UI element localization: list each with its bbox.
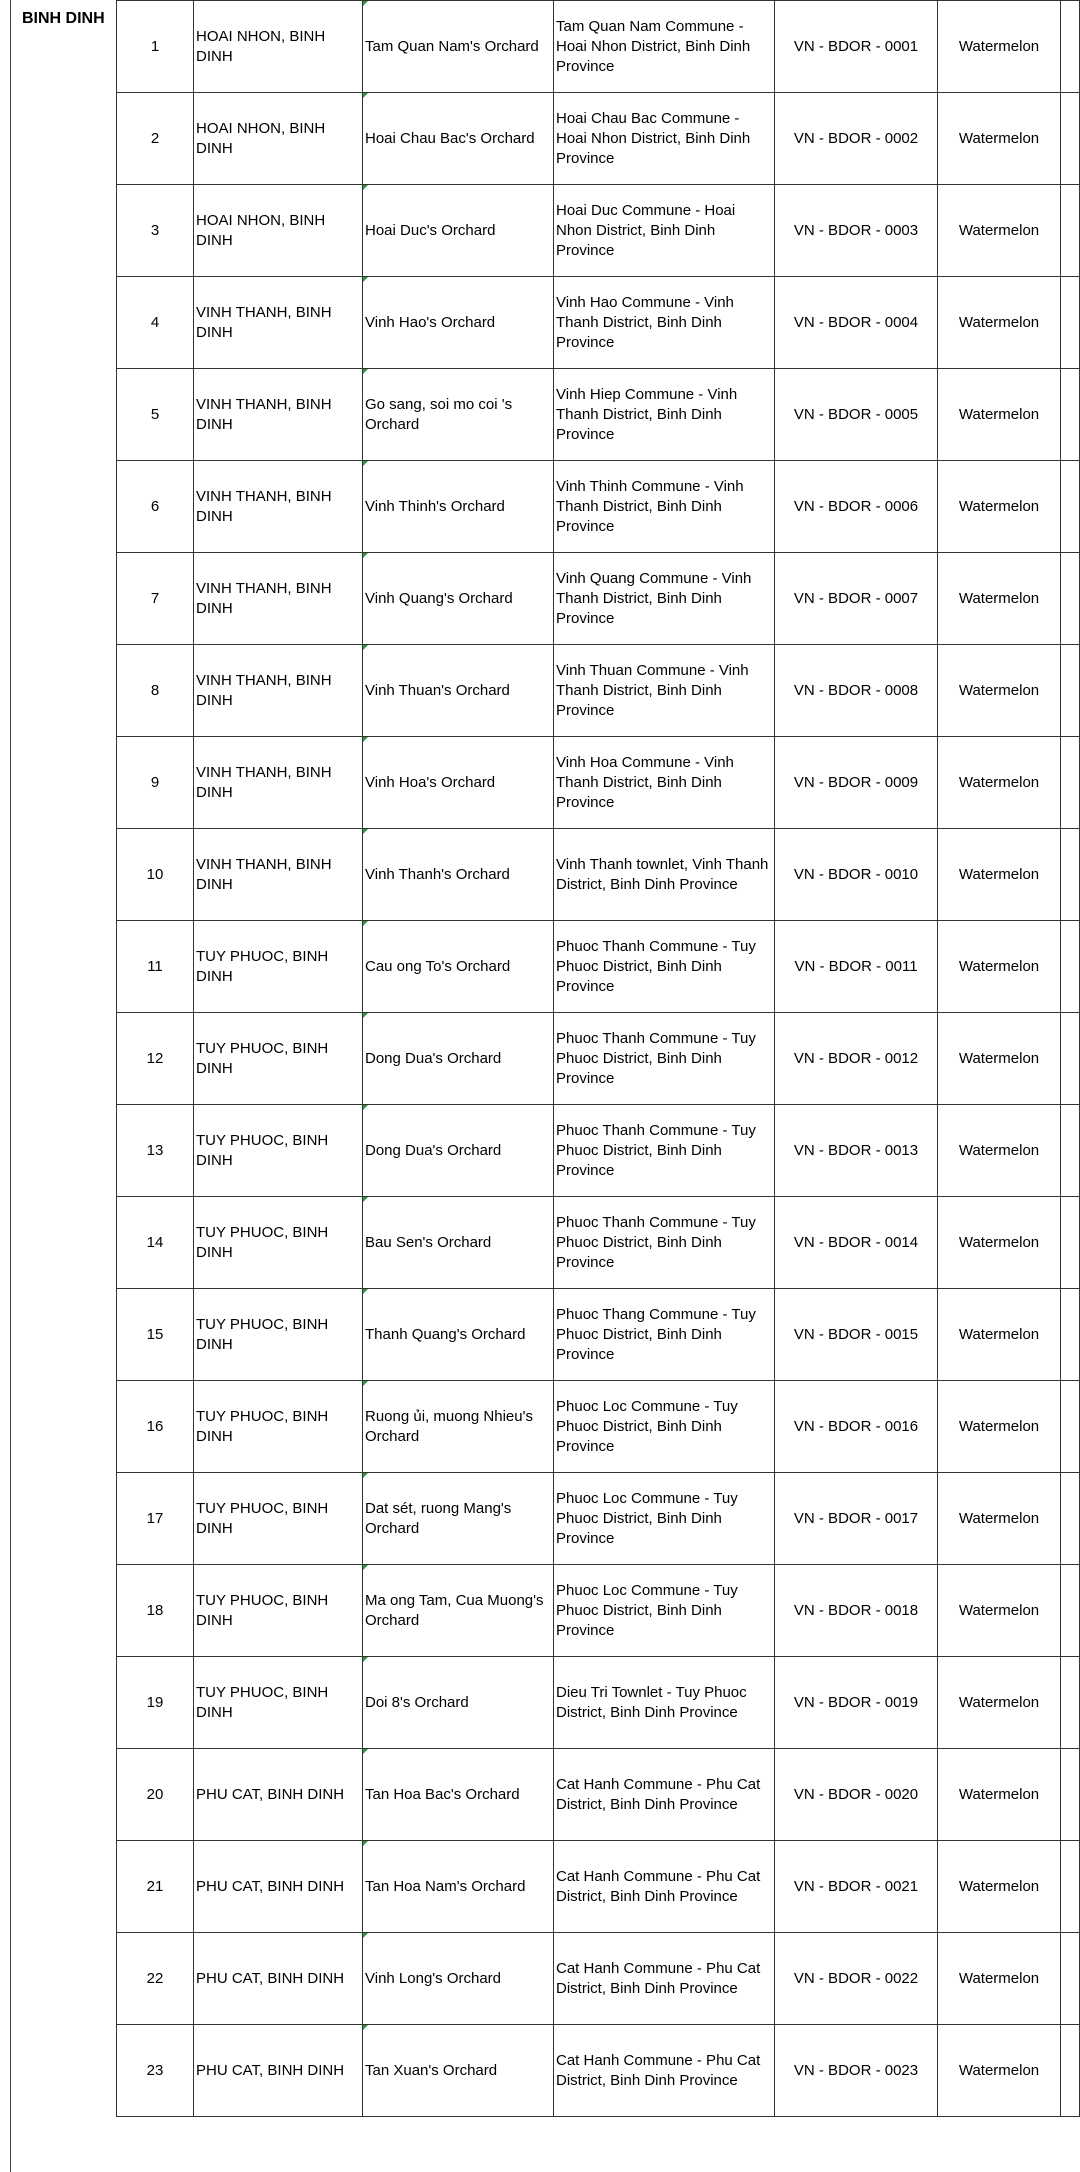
cell-crop[interactable]: Watermelon	[938, 737, 1061, 829]
cell-orchard-name[interactable]: Vinh Thanh's Orchard	[363, 829, 554, 921]
cell-edge[interactable]	[1061, 1, 1080, 93]
cell-address[interactable]: Cat Hanh Commune - Phu Cat District, Binh Dinh Province	[554, 1749, 775, 1841]
cell-orchard-name[interactable]: Ma ong Tam, Cua Muong's Orchard	[363, 1565, 554, 1657]
cell-crop[interactable]: Watermelon	[938, 829, 1061, 921]
cell-address[interactable]: Vinh Hoa Commune - Vinh Thanh District, Binh Dinh Province	[554, 737, 775, 829]
cell-code[interactable]: VN - BDOR - 0022	[775, 1933, 938, 2025]
cell-number[interactable]: 6	[117, 461, 194, 553]
table-row	[117, 1473, 1080, 1565]
cell-orchard-name[interactable]: Tan Hoa Bac's Orchard	[363, 1749, 554, 1841]
cell-orchard-name[interactable]: Vinh Thuan's Orchard	[363, 645, 554, 737]
table-row	[117, 93, 1080, 185]
cell-number[interactable]: 16	[117, 1381, 194, 1473]
cell-edge[interactable]	[1061, 185, 1080, 277]
cell-code[interactable]: VN - BDOR - 0012	[775, 1013, 938, 1105]
cell-district[interactable]: VINH THANH, BINH DINH	[194, 553, 363, 645]
cell-address[interactable]: Tam Quan Nam Commune - Hoai Nhon District, Binh Dinh Province	[554, 1, 775, 93]
cell-district[interactable]: TUY PHUOC, BINH DINH	[194, 1289, 363, 1381]
orchard-table	[116, 0, 1080, 2117]
cell-orchard-name[interactable]: Dong Dua's Orchard	[363, 1013, 554, 1105]
cell-address[interactable]: Vinh Thinh Commune - Vinh Thanh District, Binh Dinh Province	[554, 461, 775, 553]
cell-district[interactable]: TUY PHUOC, BINH DINH	[194, 1565, 363, 1657]
cell-crop[interactable]: Watermelon	[938, 93, 1061, 185]
cell-number[interactable]: 8	[117, 645, 194, 737]
cell-orchard-name[interactable]: Tan Xuan's Orchard	[363, 2025, 554, 2117]
cell-number[interactable]: 5	[117, 369, 194, 461]
cell-address[interactable]: Phuoc Thanh Commune - Tuy Phuoc District, Binh Dinh Province	[554, 921, 775, 1013]
cell-address[interactable]: Dieu Tri Townlet - Tuy Phuoc District, Binh Dinh Province	[554, 1657, 775, 1749]
cell-crop[interactable]: Watermelon	[938, 1197, 1061, 1289]
province-column-border	[10, 0, 11, 2172]
cell-code[interactable]: VN - BDOR - 0019	[775, 1657, 938, 1749]
cell-district[interactable]: TUY PHUOC, BINH DINH	[194, 1197, 363, 1289]
table-row	[117, 1565, 1080, 1657]
cell-address[interactable]: Hoai Chau Bac Commune - Hoai Nhon District, Binh Dinh Province	[554, 93, 775, 185]
cell-code[interactable]: VN - BDOR - 0021	[775, 1841, 938, 1933]
cell-crop[interactable]: Watermelon	[938, 1289, 1061, 1381]
cell-district[interactable]: VINH THANH, BINH DINH	[194, 369, 363, 461]
cell-code[interactable]: VN - BDOR - 0014	[775, 1197, 938, 1289]
cell-edge[interactable]	[1061, 1749, 1080, 1841]
cell-number[interactable]: 17	[117, 1473, 194, 1565]
table-row	[117, 1197, 1080, 1289]
cell-district[interactable]: PHU CAT, BINH DINH	[194, 2025, 363, 2117]
cell-orchard-name[interactable]: Bau Sen's Orchard	[363, 1197, 554, 1289]
cell-code[interactable]: VN - BDOR - 0003	[775, 185, 938, 277]
cell-address[interactable]: Cat Hanh Commune - Phu Cat District, Binh Dinh Province	[554, 2025, 775, 2117]
cell-address[interactable]: Phuoc Thanh Commune - Tuy Phuoc District, Binh Dinh Province	[554, 1197, 775, 1289]
table-row	[117, 2025, 1080, 2117]
cell-crop[interactable]: Watermelon	[938, 1381, 1061, 1473]
cell-address[interactable]: Vinh Quang Commune - Vinh Thanh District, Binh Dinh Province	[554, 553, 775, 645]
cell-code[interactable]: VN - BDOR - 0010	[775, 829, 938, 921]
cell-address[interactable]: Phuoc Thang Commune - Tuy Phuoc District, Binh Dinh Province	[554, 1289, 775, 1381]
cell-number[interactable]: 14	[117, 1197, 194, 1289]
cell-crop[interactable]: Watermelon	[938, 277, 1061, 369]
cell-number[interactable]: 23	[117, 2025, 194, 2117]
cell-district[interactable]: TUY PHUOC, BINH DINH	[194, 1657, 363, 1749]
cell-code[interactable]: VN - BDOR - 0008	[775, 645, 938, 737]
cell-number[interactable]: 10	[117, 829, 194, 921]
cell-address[interactable]: Phuoc Loc Commune - Tuy Phuoc District, Binh Dinh Province	[554, 1381, 775, 1473]
table-row	[117, 1933, 1080, 2025]
cell-crop[interactable]: Watermelon	[938, 645, 1061, 737]
cell-edge[interactable]	[1061, 461, 1080, 553]
cell-crop[interactable]: Watermelon	[938, 185, 1061, 277]
cell-orchard-name[interactable]: Doi 8's Orchard	[363, 1657, 554, 1749]
cell-orchard-name[interactable]: Ruong ủi, muong Nhieu's Orchard	[363, 1381, 554, 1473]
cell-address[interactable]: Hoai Duc Commune - Hoai Nhon District, Binh Dinh Province	[554, 185, 775, 277]
cell-orchard-name[interactable]: Go sang, soi mo coi 's Orchard	[363, 369, 554, 461]
cell-district[interactable]: HOAI NHON, BINH DINH	[194, 1, 363, 93]
cell-edge[interactable]	[1061, 1197, 1080, 1289]
cell-number[interactable]: 9	[117, 737, 194, 829]
cell-address[interactable]: Phuoc Thanh Commune - Tuy Phuoc District, Binh Dinh Province	[554, 1105, 775, 1197]
cell-number[interactable]: 18	[117, 1565, 194, 1657]
cell-crop[interactable]: Watermelon	[938, 1013, 1061, 1105]
table-row	[117, 1841, 1080, 1933]
cell-address[interactable]: Phuoc Thanh Commune - Tuy Phuoc District, Binh Dinh Province	[554, 1013, 775, 1105]
table-row	[117, 829, 1080, 921]
cell-edge[interactable]	[1061, 277, 1080, 369]
cell-edge[interactable]	[1061, 1289, 1080, 1381]
cell-district[interactable]: PHU CAT, BINH DINH	[194, 1933, 363, 2025]
table-row	[117, 1289, 1080, 1381]
cell-code[interactable]: VN - BDOR - 0005	[775, 369, 938, 461]
table-row	[117, 1657, 1080, 1749]
cell-orchard-name[interactable]: Hoai Duc's Orchard	[363, 185, 554, 277]
orchard-table-body	[117, 1, 1080, 2117]
cell-edge[interactable]	[1061, 1657, 1080, 1749]
cell-code[interactable]: VN - BDOR - 0020	[775, 1749, 938, 1841]
cell-district[interactable]: TUY PHUOC, BINH DINH	[194, 1013, 363, 1105]
cell-crop[interactable]: Watermelon	[938, 1657, 1061, 1749]
table-row	[117, 1749, 1080, 1841]
cell-number[interactable]: 13	[117, 1105, 194, 1197]
cell-address[interactable]: Vinh Hiep Commune - Vinh Thanh District, Binh Dinh Province	[554, 369, 775, 461]
table-row	[117, 185, 1080, 277]
cell-orchard-name[interactable]: Dat sét, ruong Mang's Orchard	[363, 1473, 554, 1565]
cell-edge[interactable]	[1061, 1013, 1080, 1105]
cell-orchard-name[interactable]: Cau ong To's Orchard	[363, 921, 554, 1013]
cell-address[interactable]: Vinh Thanh townlet, Vinh Thanh District, Binh Dinh Province	[554, 829, 775, 921]
cell-district[interactable]: TUY PHUOC, BINH DINH	[194, 1381, 363, 1473]
cell-edge[interactable]	[1061, 2025, 1080, 2117]
table-row	[117, 1013, 1080, 1105]
table-row	[117, 277, 1080, 369]
cell-crop[interactable]: Watermelon	[938, 1565, 1061, 1657]
cell-edge[interactable]	[1061, 1473, 1080, 1565]
cell-crop[interactable]: Watermelon	[938, 369, 1061, 461]
cell-code[interactable]: VN - BDOR - 0004	[775, 277, 938, 369]
cell-code[interactable]: VN - BDOR - 0023	[775, 2025, 938, 2117]
cell-number[interactable]: 2	[117, 93, 194, 185]
cell-number[interactable]: 21	[117, 1841, 194, 1933]
cell-district[interactable]: TUY PHUOC, BINH DINH	[194, 1105, 363, 1197]
cell-orchard-name[interactable]: Vinh Long's Orchard	[363, 1933, 554, 2025]
cell-crop[interactable]: Watermelon	[938, 1933, 1061, 2025]
cell-number[interactable]: 19	[117, 1657, 194, 1749]
cell-district[interactable]: VINH THANH, BINH DINH	[194, 829, 363, 921]
table-row	[117, 1105, 1080, 1197]
cell-code[interactable]: VN - BDOR - 0015	[775, 1289, 938, 1381]
cell-district[interactable]: TUY PHUOC, BINH DINH	[194, 921, 363, 1013]
cell-edge[interactable]	[1061, 737, 1080, 829]
cell-crop[interactable]: Watermelon	[938, 1105, 1061, 1197]
cell-code[interactable]: VN - BDOR - 0002	[775, 93, 938, 185]
cell-edge[interactable]	[1061, 369, 1080, 461]
cell-address[interactable]: Phuoc Loc Commune - Tuy Phuoc District, Binh Dinh Province	[554, 1473, 775, 1565]
table-row	[117, 461, 1080, 553]
cell-code[interactable]: VN - BDOR - 0018	[775, 1565, 938, 1657]
cell-code[interactable]: VN - BDOR - 0016	[775, 1381, 938, 1473]
cell-orchard-name[interactable]: Tan Hoa Nam's Orchard	[363, 1841, 554, 1933]
cell-number[interactable]: 1	[117, 1, 194, 93]
cell-number[interactable]: 7	[117, 553, 194, 645]
cell-edge[interactable]	[1061, 1381, 1080, 1473]
cell-orchard-name[interactable]: Vinh Hoa's Orchard	[363, 737, 554, 829]
cell-crop[interactable]: Watermelon	[938, 461, 1061, 553]
table-row	[117, 737, 1080, 829]
cell-district[interactable]: TUY PHUOC, BINH DINH	[194, 1473, 363, 1565]
table-row	[117, 1, 1080, 93]
cell-address[interactable]: Vinh Thuan Commune - Vinh Thanh District, Binh Dinh Province	[554, 645, 775, 737]
cell-crop[interactable]: Watermelon	[938, 2025, 1061, 2117]
cell-edge[interactable]	[1061, 645, 1080, 737]
cell-crop[interactable]: Watermelon	[938, 1, 1061, 93]
cell-address[interactable]: Cat Hanh Commune - Phu Cat District, Binh Dinh Province	[554, 1933, 775, 2025]
cell-orchard-name[interactable]: Tam Quan Nam's Orchard	[363, 1, 554, 93]
cell-number[interactable]: 15	[117, 1289, 194, 1381]
cell-number[interactable]: 20	[117, 1749, 194, 1841]
cell-edge[interactable]	[1061, 1565, 1080, 1657]
cell-code[interactable]: VN - BDOR - 0006	[775, 461, 938, 553]
cell-orchard-name[interactable]: Vinh Quang's Orchard	[363, 553, 554, 645]
cell-number[interactable]: 12	[117, 1013, 194, 1105]
cell-district[interactable]: VINH THANH, BINH DINH	[194, 645, 363, 737]
cell-code[interactable]: VN - BDOR - 0007	[775, 553, 938, 645]
cell-crop[interactable]: Watermelon	[938, 921, 1061, 1013]
cell-district[interactable]: HOAI NHON, BINH DINH	[194, 185, 363, 277]
cell-crop[interactable]: Watermelon	[938, 1473, 1061, 1565]
cell-orchard-name[interactable]: Vinh Hao's Orchard	[363, 277, 554, 369]
cell-number[interactable]: 11	[117, 921, 194, 1013]
cell-code[interactable]: VN - BDOR - 0001	[775, 1, 938, 93]
table-row	[117, 1381, 1080, 1473]
cell-edge[interactable]	[1061, 921, 1080, 1013]
cell-number[interactable]: 3	[117, 185, 194, 277]
cell-number[interactable]: 4	[117, 277, 194, 369]
table-row	[117, 645, 1080, 737]
cell-district[interactable]: VINH THANH, BINH DINH	[194, 737, 363, 829]
cell-address[interactable]: Cat Hanh Commune - Phu Cat District, Binh Dinh Province	[554, 1841, 775, 1933]
cell-edge[interactable]	[1061, 553, 1080, 645]
cell-code[interactable]: VN - BDOR - 0017	[775, 1473, 938, 1565]
table-row	[117, 369, 1080, 461]
cell-district[interactable]: VINH THANH, BINH DINH	[194, 461, 363, 553]
cell-edge[interactable]	[1061, 1933, 1080, 2025]
cell-orchard-name[interactable]: Vinh Thinh's Orchard	[363, 461, 554, 553]
cell-district[interactable]: HOAI NHON, BINH DINH	[194, 93, 363, 185]
cell-address[interactable]: Vinh Hao Commune - Vinh Thanh District, Binh Dinh Province	[554, 277, 775, 369]
cell-crop[interactable]: Watermelon	[938, 1841, 1061, 1933]
cell-code[interactable]: VN - BDOR - 0009	[775, 737, 938, 829]
cell-crop[interactable]: Watermelon	[938, 1749, 1061, 1841]
cell-address[interactable]: Phuoc Loc Commune - Tuy Phuoc District, Binh Dinh Province	[554, 1565, 775, 1657]
cell-code[interactable]: VN - BDOR - 0013	[775, 1105, 938, 1197]
cell-crop[interactable]: Watermelon	[938, 553, 1061, 645]
cell-orchard-name[interactable]: Thanh Quang's Orchard	[363, 1289, 554, 1381]
table-row	[117, 553, 1080, 645]
cell-edge[interactable]	[1061, 1841, 1080, 1933]
cell-edge[interactable]	[1061, 93, 1080, 185]
cell-district[interactable]: PHU CAT, BINH DINH	[194, 1749, 363, 1841]
cell-number[interactable]: 22	[117, 1933, 194, 2025]
cell-code[interactable]: VN - BDOR - 0011	[775, 921, 938, 1013]
cell-edge[interactable]	[1061, 829, 1080, 921]
cell-district[interactable]: VINH THANH, BINH DINH	[194, 277, 363, 369]
cell-orchard-name[interactable]: Dong Dua's Orchard	[363, 1105, 554, 1197]
province-label[interactable]: BINH DINH	[22, 10, 105, 27]
cell-district[interactable]: PHU CAT, BINH DINH	[194, 1841, 363, 1933]
cell-edge[interactable]	[1061, 1105, 1080, 1197]
table-row	[117, 921, 1080, 1013]
cell-orchard-name[interactable]: Hoai Chau Bac's Orchard	[363, 93, 554, 185]
